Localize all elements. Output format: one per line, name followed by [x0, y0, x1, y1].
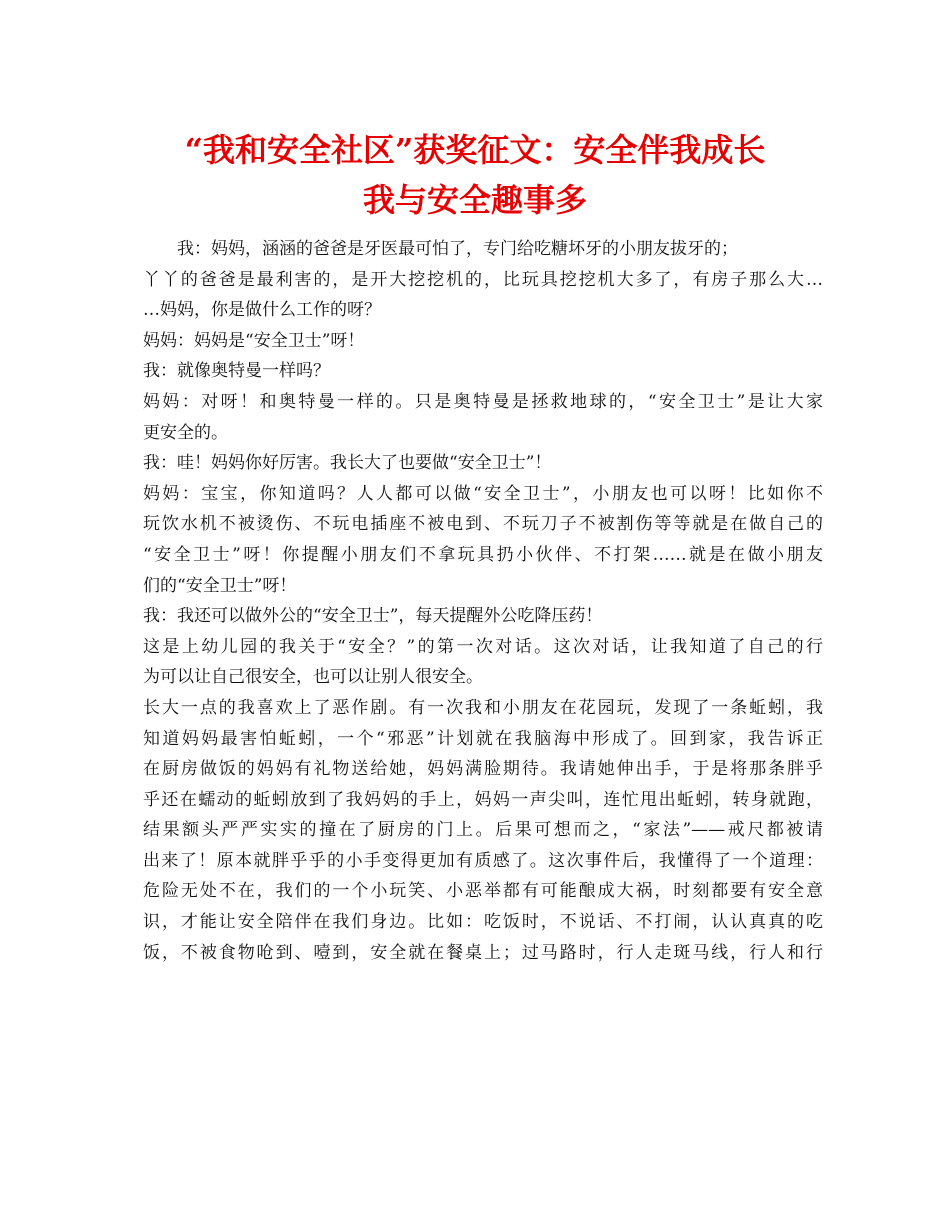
- body-line: …妈妈，你是做什么工作的呀？: [143, 300, 381, 321]
- body-line: 妈妈：妈妈是“安全卫士”呀！: [143, 330, 365, 351]
- body-line: 识，才能让安全陪伴在我们身边。比如：吃饭时，不说话、不打闹，认认真真的吃: [143, 912, 823, 933]
- body-line: 更安全的。: [143, 422, 228, 443]
- body-line: 妈妈：对呀！和奥特曼一样的。只是奥特曼是拯救地球的，“安全卫士”是让大家: [143, 391, 823, 412]
- body-line: 妈妈：宝宝，你知道吗？人人都可以做“安全卫士”，小朋友也可以呀！比如你不: [143, 483, 823, 504]
- body-line: 出来了！原本就胖乎乎的小手变得更加有质感了。这次事件后，我懂得了一个道理：: [143, 850, 823, 871]
- body-line: 玩饮水机不被烫伤、不玩电插座不被电到、不玩刀子不被割伤等等就是在做自己的: [143, 514, 823, 535]
- body-line: 我：妈妈，涵涵的爸爸是牙医最可怕了，专门给吃糖坏牙的小朋友拔牙的；: [177, 239, 738, 259]
- body-line: “安全卫士”呀！你提醒小朋友们不拿玩具扔小伙伴、不打架……就是在做小朋友: [143, 544, 823, 565]
- title-line-1: “我和安全社区”获奖征文：安全伴我成长: [184, 131, 766, 169]
- body-line: 这是上幼儿园的我关于“安全？”的第一次对话。这次对话，让我知道了自己的行: [143, 636, 823, 657]
- body-line: 结果额头严严实实的撞在了厨房的门上。后果可想而之，“家法”——戒尺都被请: [143, 820, 823, 841]
- body-line: 饭，不被食物呛到、噎到，安全就在餐桌上；过马路时，行人走斑马线，行人和行: [143, 942, 823, 963]
- body-line: 在厨房做饭的妈妈有礼物送给她，妈妈满脸期待。我请她伸出手，于是将那条胖乎: [143, 759, 823, 780]
- body-line: 乎还在蠕动的蚯蚓放到了我妈妈的手上，妈妈一声尖叫，连忙甩出蚯蚓，转身就跑，: [143, 789, 823, 810]
- essay-body: [143, 234, 823, 968]
- body-line: 们的“安全卫士”呀！: [143, 575, 297, 596]
- body-line: 危险无处不在，我们的一个小玩笑、小恶举都有可能酿成大祸，时刻都要有安全意: [143, 881, 823, 902]
- body-line: 我：就像奥特曼一样吗？: [143, 361, 330, 382]
- body-line: 我：哇！妈妈你好厉害。我长大了也要做“安全卫士”！: [143, 453, 552, 474]
- body-line: 知道妈妈最害怕蚯蚓，一个“邪恶”计划就在我脑海中形成了。回到家，我告诉正: [143, 728, 823, 749]
- title-line-2: 我与安全趣事多: [362, 181, 587, 219]
- body-line: 我：我还可以做外公的“安全卫士”，每天提醒外公吃降压药！: [143, 606, 603, 627]
- body-line: 丫丫的爸爸是最利害的，是开大挖挖机的，比玩具挖挖机大多了，有房子那么大…: [143, 269, 823, 290]
- body-line: 为可以让自己很安全，也可以让别人很安全。: [143, 667, 483, 688]
- body-line: 长大一点的我喜欢上了恶作剧。有一次我和小朋友在花园玩，发现了一条蚯蚓，我: [143, 697, 823, 718]
